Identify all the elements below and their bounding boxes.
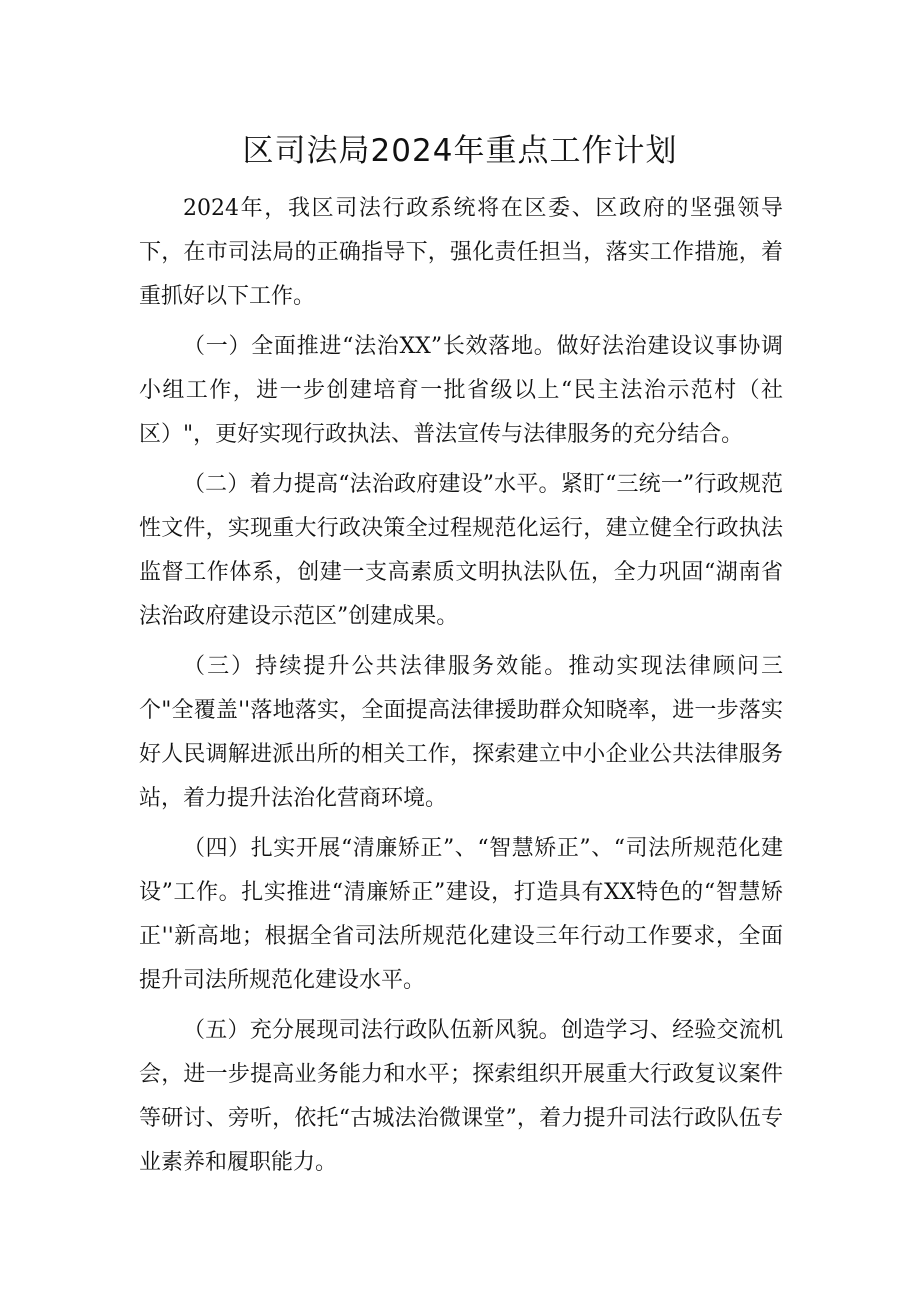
section-5-paragraph: （五）充分展现司法行政队伍新风貌。创造学习、经验交流机会，进一步提高业务能力和水平；探索组织开展重大行政复议案件等研讨、旁听，依托“古城法治微课堂”，着力提升司法行政队伍专业素养和履职能力。 — [139, 1018, 783, 1175]
document-body — [139, 187, 783, 1191]
section-3-paragraph: （三）持续提升公共法律服务效能。推动实现法律顾问三个"全覆盖''落地落实，全面提高法律援助群众知晓率，进一步落实好人民调解进派出所的相关工作，探索建立中小企业公共法律服务站，着力提升法治化营商环境。 — [139, 654, 783, 811]
intro-paragraph: 2024年，我区司法行政系统将在区委、区政府的坚强领导下，在市司法局的正确指导下，强化责任担当，落实工作措施，着重抓好以下工作。 — [139, 196, 783, 309]
section-4-paragraph: （四）扎实开展“清廉矫正”、“智慧矫正”、“司法所规范化建设”工作。扎实推进“清廉矫正”建设，打造具有XX特色的“智慧矫正''新高地；根据全省司法所规范化建设三年行动工作要求，全面提升司法所规范化建设水平。 — [139, 836, 783, 993]
section-2-paragraph: （二）着力提高“法治政府建设”水平。紧盯“三统一”行政规范性文件，实现重大行政决策全过程规范化运行，建立健全行政执法监督工作体系，创建一支高素质文明执法队伍，全力巩固“湖南省法治政府建设示范区”创建成果。 — [139, 472, 783, 629]
section-1-paragraph: （一）全面推进“法治XX”长效落地。做好法治建设议事协调小组工作，进一步创建培育一批省级以上“民主法治示范村（社区）"，更好实现行政执法、普法宣传与法律服务的充分结合。 — [139, 334, 783, 447]
document-title: 区司法局2024年重点工作计划 — [242, 133, 678, 169]
